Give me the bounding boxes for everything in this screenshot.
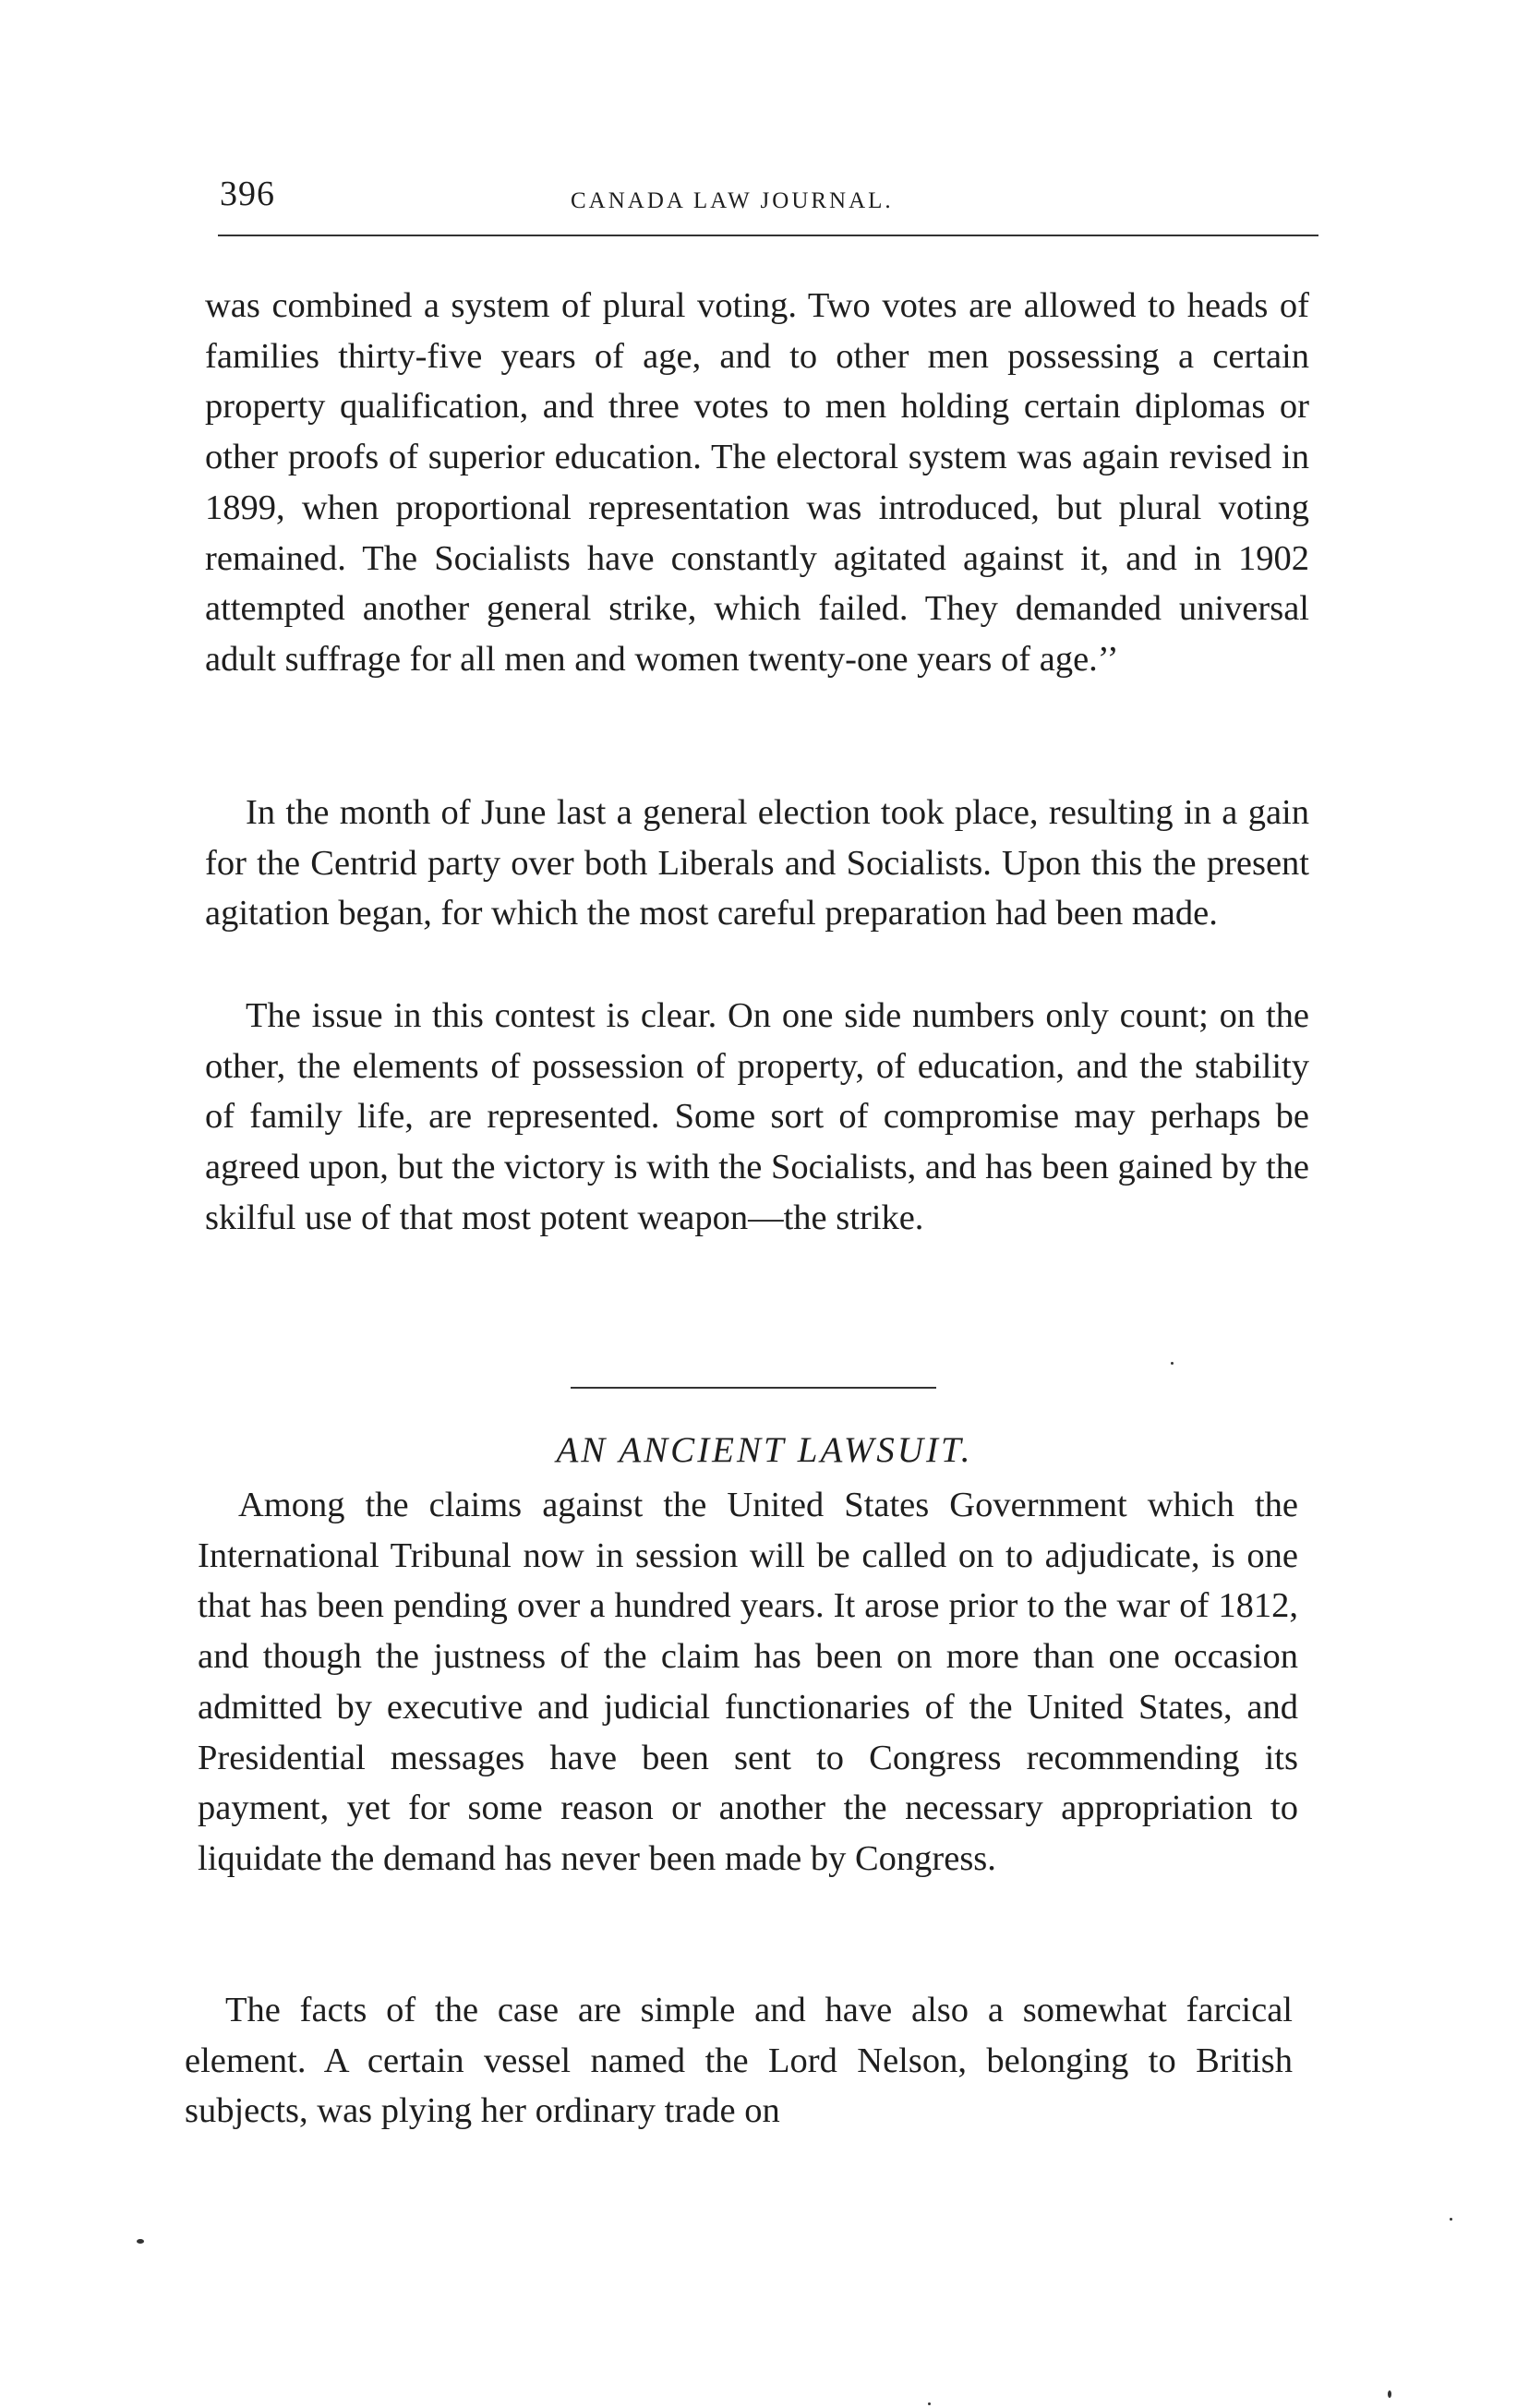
header-rule: [218, 235, 1318, 236]
running-head: CANADA LAW JOURNAL.: [571, 188, 894, 213]
scan-speck: [1450, 2218, 1452, 2221]
scan-speck: [1171, 1362, 1174, 1365]
section-divider-rule: [571, 1387, 936, 1389]
scan-speck: [1388, 2390, 1391, 2398]
paragraph-claims: Among the claims against the United States Government which the International Tribunal now in session will be called on to adjudicate, is one that has been pending over a hundred years. It arose prior to the war of 1812, and though the justness of the claim has been on more than one occasion admitted by executive and judicial functionaries of the United States, and Presidential messages have been sent to Congress recommending its payment, yet for some reason or another the necessary appropriation to liquidate the demand has never been made by Congress.: [198, 1486, 1298, 1878]
scan-speck: [928, 2402, 931, 2405]
paragraph-june-election: In the month of June last a general election took place, resulting in a gain for the Centrid party over both Liberals and Socialists. Upon this the present agitation began, for which the most careful preparation had been made.: [205, 793, 1309, 933]
scan-speck: [137, 2239, 144, 2244]
paragraph-facts: The facts of the case are simple and have also a somewhat farcical element. A certain vessel named the Lord Nelson, belonging to British subjects, was plying her ordinary trade on: [185, 1991, 1293, 2131]
section-title: AN ANCIENT LAWSUIT.: [556, 1430, 973, 1470]
paragraph-continued: was combined a system of plural voting. Two votes are allowed to heads of families thirty-five years of age, and to other men possessing a certain property qualification, and three votes to men holding certain diplomas or other proofs of superior education. The electoral system was again revised in 1899, when proportional representation was introduced, but plural voting remained. The Socialists have constantly agitated against it, and in 1902 attempted another general strike, which failed. They demanded universal adult suffrage for all men and women twenty-one years of age.’’: [205, 286, 1309, 679]
page-number: 396: [220, 175, 275, 213]
paragraph-issue: The issue in this contest is clear. On one side numbers only count; on the other, the elements of possession of property, of education, and the stability of family life, are represented. Some sort of compromise may perhaps be agreed upon, but the victory is with the Socialists, and has been gained by the skilful use of that most potent weapon—the strike.: [205, 996, 1309, 1237]
page-header: [220, 174, 1318, 229]
